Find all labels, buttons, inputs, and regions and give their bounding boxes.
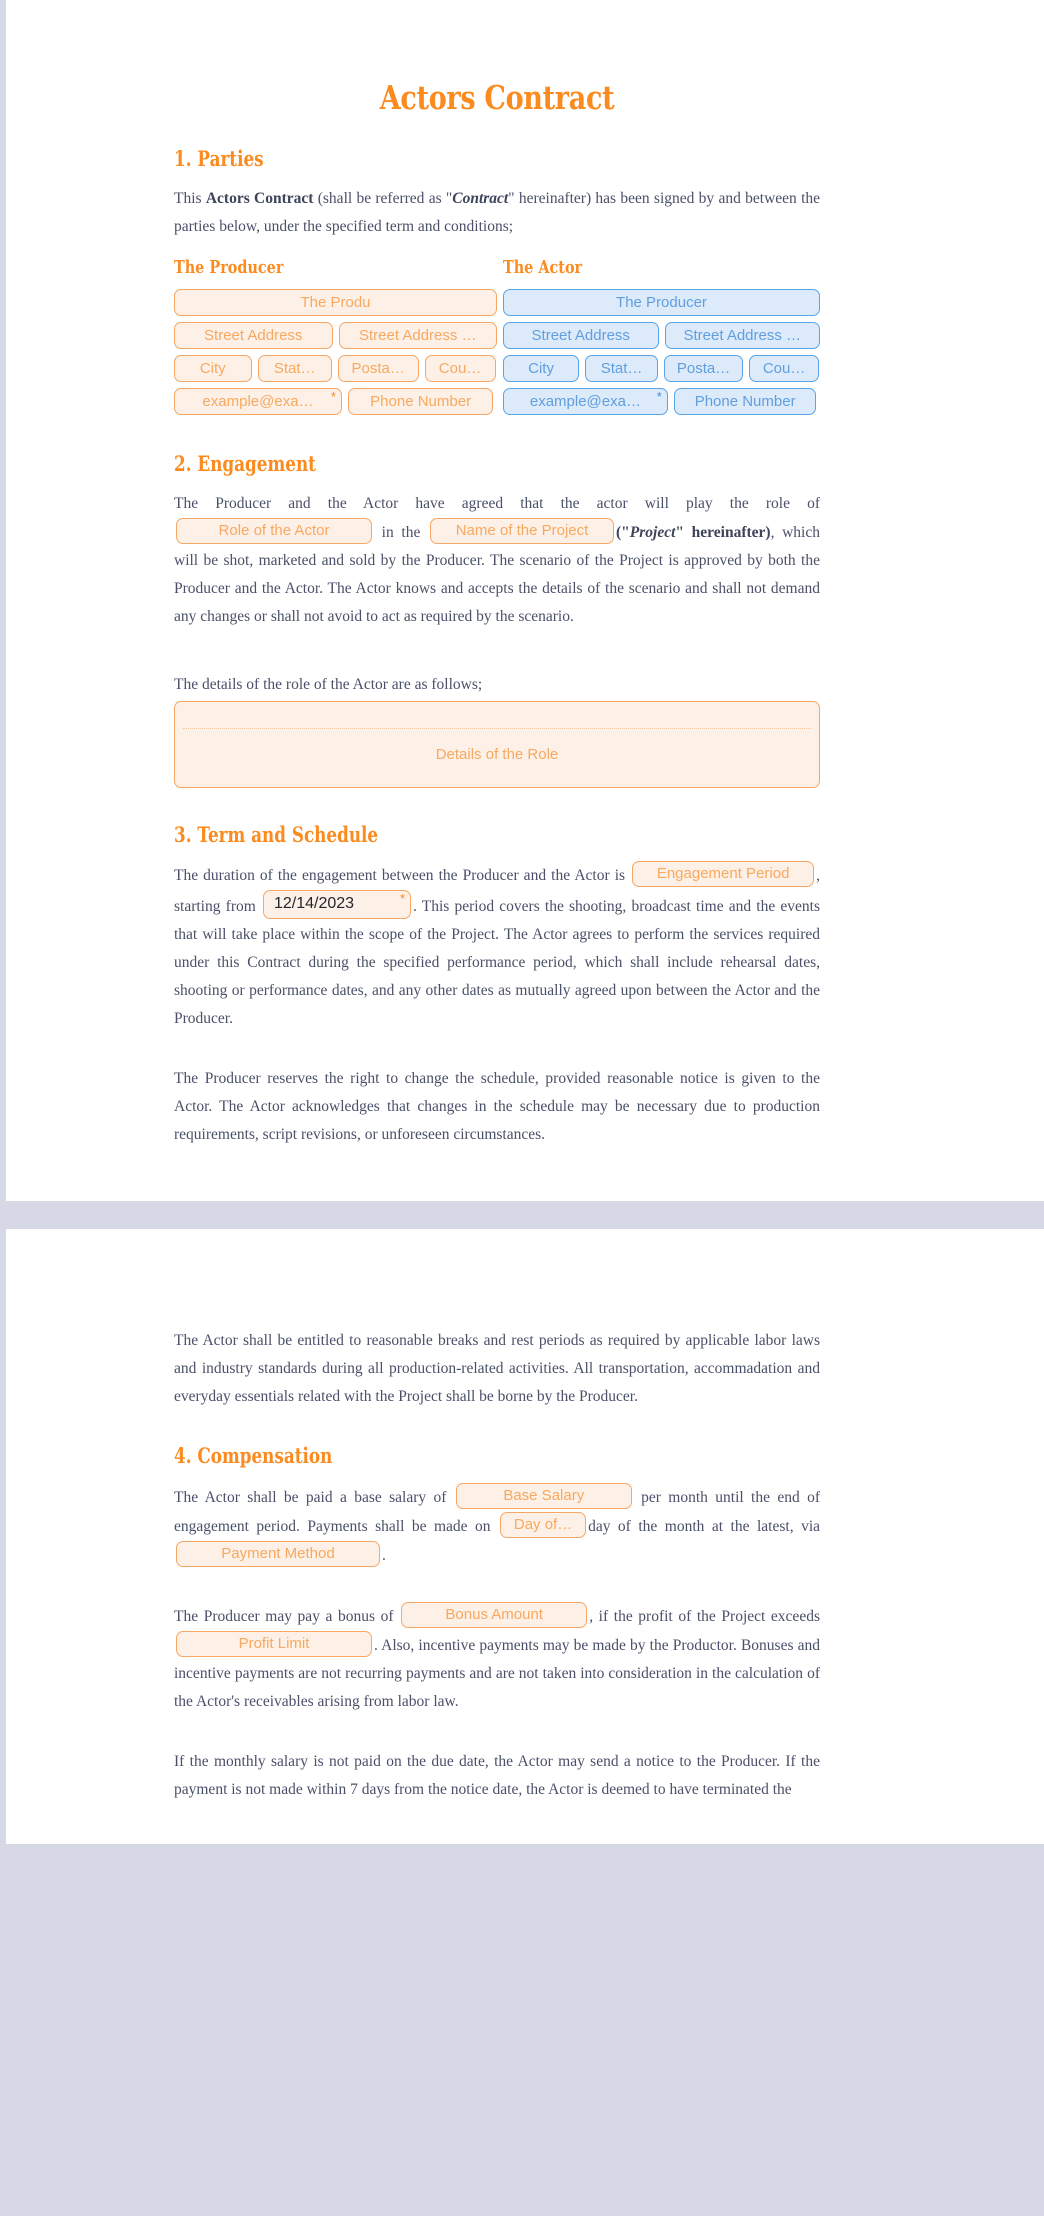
details-of-role-textarea[interactable] — [174, 701, 820, 788]
actor-name-input[interactable]: The Producer — [503, 289, 820, 316]
parties-intro-text-2: (shall be referred as " — [313, 190, 453, 208]
textarea-rule-line — [183, 728, 811, 729]
page-1-bottom-spacer — [174, 1149, 820, 1201]
actor-postal-code-input[interactable]: Posta… — [664, 355, 743, 382]
page-break-separator — [0, 1201, 1044, 1229]
parties-intro-text-1: This — [174, 190, 206, 208]
actor-phone-input[interactable]: Phone Number — [674, 388, 817, 415]
producer-phone-input[interactable]: Phone Number — [348, 388, 493, 415]
engagement-paragraph-1 — [174, 490, 820, 631]
base-salary-input[interactable]: Base Salary — [456, 1483, 632, 1509]
document-page-2 — [6, 1229, 1044, 1843]
producer-city-input[interactable]: City — [174, 355, 252, 382]
payment-day-input[interactable]: Day of… — [500, 1512, 586, 1538]
producer-contact-row — [174, 388, 497, 415]
start-date-input[interactable]: 12/14/2023 * — [263, 890, 411, 919]
actor-city-input[interactable]: City — [503, 355, 579, 382]
section-heading-term: 3. Term and Schedule — [174, 822, 379, 848]
page-title: Actors Contract — [379, 78, 615, 117]
compensation-text-b: per month until the end of engagement period. Payments shall be made on — [174, 1488, 821, 1535]
producer-postal-code-input[interactable]: Posta… — [338, 355, 419, 382]
producer-country-input[interactable]: Cou… — [425, 355, 496, 382]
section-heading-engagement: 2. Engagement — [174, 451, 316, 477]
details-of-role-placeholder: Details of the Role — [435, 746, 559, 764]
start-date-required-marker: * — [399, 891, 405, 907]
bonus-amount-input[interactable]: Bonus Amount — [401, 1602, 587, 1628]
actor-locality-row — [503, 355, 820, 382]
actor-street-row — [503, 322, 820, 349]
compensation-paragraph-2 — [174, 1602, 820, 1716]
parties-intro-paragraph — [174, 185, 820, 241]
payment-method-input[interactable]: Payment Method — [176, 1541, 380, 1567]
compensation-text-d: . — [382, 1546, 386, 1564]
producer-heading: The Producer — [174, 257, 284, 279]
engagement-text-b: in the — [381, 524, 421, 542]
parties-intro-bolditalic: Contract — [452, 190, 509, 208]
engagement-details-label: The details of the role of the Actor are as follows; — [174, 676, 483, 694]
engagement-text-a: The Producer and the Actor have agreed that the actor will play the role of — [174, 495, 820, 513]
producer-street-address-1-input[interactable]: Street Address — [174, 322, 333, 349]
producer-email-required-marker: * — [330, 389, 336, 405]
bonus-text-c: . Also, incentive payments may be made by the Productor. Bonuses and incentive payments are not recurring payments and are not taken into consideration in the calculation of the Actor's receivables arising from labor law. — [174, 1636, 820, 1710]
page-2-top-margin — [174, 1229, 820, 1313]
section-heading-parties: 1. Parties — [174, 146, 264, 172]
producer-name-row — [174, 289, 497, 316]
actor-country-input[interactable]: Cou… — [749, 355, 819, 382]
engagement-project-open: (" — [616, 524, 630, 542]
term-text-b: starting from — [174, 898, 256, 916]
parties-intro-bold: Actors Contract — [205, 190, 314, 208]
role-of-actor-input[interactable]: Role of the Actor — [176, 518, 372, 544]
document-page-1 — [6, 0, 1044, 1201]
producer-column — [174, 257, 497, 421]
parties-intro-text-3: " hereinafter) has been signed by and between the parties below, under the specified term and conditions; — [174, 190, 821, 236]
term-paragraph-2: The Producer reserves the right to change the schedule, provided reasonable notice is given to the Actor. The Actor acknowledges that changes in the schedule may be necessary due to production requirements, script revisions, or unforeseen circumstances. — [174, 1070, 820, 1144]
project-name-input[interactable]: Name of the Project — [430, 518, 614, 544]
term-text-c: . This period covers the shooting, broadcast time and the events that will take place within the scope of the Project. The Actor agrees to perform the services required under this Contract during the specified performance period, which shall include rehearsal dates, shooting or performance dates, and any other dates as mutually agreed upon between the Actor and the Producer. — [174, 898, 821, 1028]
actor-email-input[interactable]: example@exa… * — [503, 388, 668, 415]
term-paragraph-3: The Actor shall be entitled to reasonable breaks and rest periods as required by applicable labor laws and industry standards during all production-related activities. All transportation, accommadation and everyday essentials related with the Project shall be borne by the Producer. — [174, 1332, 820, 1406]
compensation-paragraph-3: If the monthly salary is not paid on the due date, the Actor may send a notice to the Producer. If the payment is not made within 7 days from the notice date, the Actor is deemed to have terminated the — [174, 1752, 820, 1798]
term-text-a: The duration of the engagement between the Producer and the Actor is — [174, 867, 626, 885]
actor-state-input[interactable]: Stat… — [585, 355, 658, 382]
producer-locality-row — [174, 355, 497, 382]
bonus-text-b: , if the profit of the Project exceeds — [589, 1607, 820, 1625]
producer-email-input[interactable]: example@exa… * — [174, 388, 342, 415]
producer-street-row — [174, 322, 497, 349]
actor-contact-row — [503, 388, 820, 415]
engagement-text-d: , which will be shot, marketed and sold by the Producer. The scenario of the Project is approved by both the Producer and the Actor. The Actor knows and accepts the details of the scenario and shall not demand any changes or shall not avoid to act as required by the scenario. — [174, 524, 820, 626]
profit-limit-input[interactable]: Profit Limit — [176, 1631, 372, 1657]
bonus-text-a: The Producer may pay a bonus of — [174, 1607, 394, 1625]
term-paragraph-1 — [174, 861, 820, 1033]
producer-street-address-2-input[interactable]: Street Address … — [339, 322, 498, 349]
producer-name-input[interactable]: The Produ — [174, 289, 497, 316]
actor-name-row — [503, 289, 820, 316]
actor-street-address-1-input[interactable]: Street Address — [503, 322, 659, 349]
compensation-paragraph-1 — [174, 1483, 820, 1570]
engagement-period-input[interactable]: Engagement Period — [632, 861, 814, 887]
compensation-text-c: day of the month at the latest, via — [588, 1517, 820, 1535]
actor-street-address-2-input[interactable]: Street Address … — [665, 322, 821, 349]
engagement-project-bold: Project — [629, 524, 676, 542]
section-heading-compensation: 4. Compensation — [174, 1443, 333, 1469]
parties-columns — [174, 257, 820, 421]
producer-state-input[interactable]: Stat… — [258, 355, 332, 382]
actor-column — [497, 257, 820, 421]
term-comma: , — [816, 867, 820, 885]
actor-email-required-marker: * — [656, 389, 662, 405]
actor-heading: The Actor — [503, 257, 583, 279]
page-2-bottom-spacer — [174, 1804, 820, 1844]
compensation-text-a: The Actor shall be paid a base salary of — [174, 1488, 447, 1506]
engagement-project-close: " hereinafter) — [675, 524, 771, 542]
